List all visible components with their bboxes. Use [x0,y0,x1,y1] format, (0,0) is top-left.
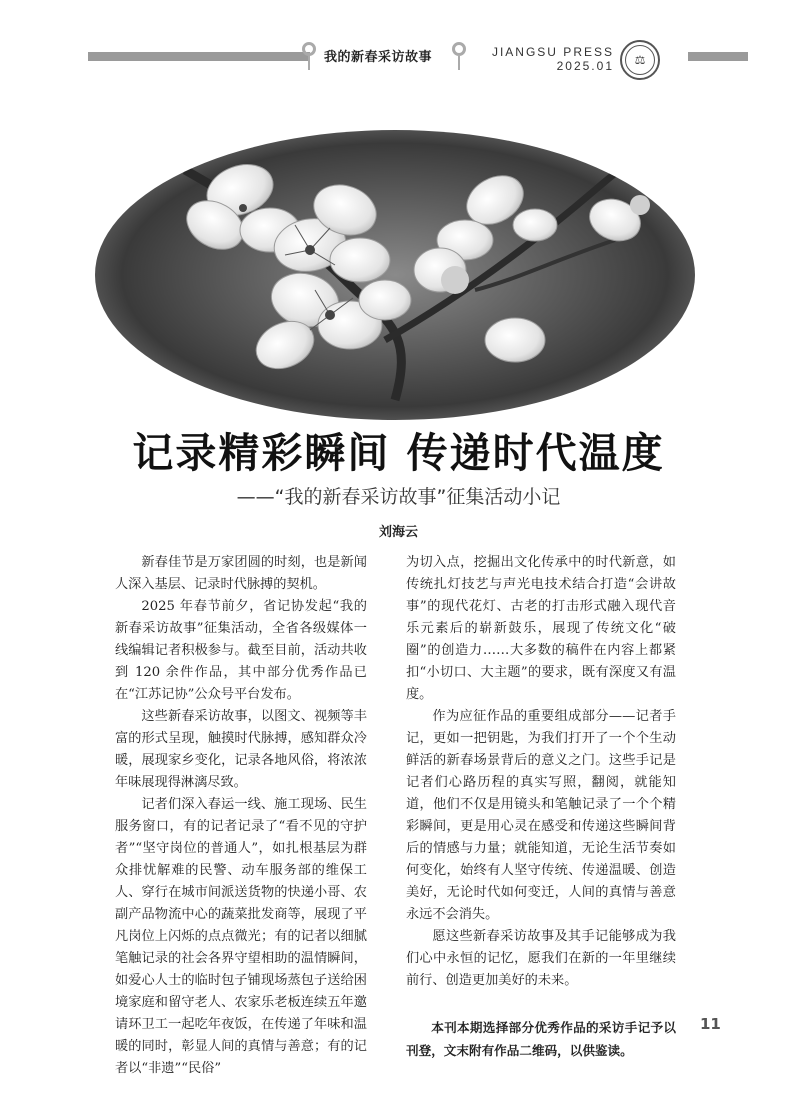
article-subtitle: ——“我的新春采访故事”征集活动小记 [236,486,561,508]
body-paragraph: 新春佳节是万家团圆的时刻，也是新闻人深入基层、记录时代脉搏的契机。 [115,555,367,592]
article-author: 刘海云 [378,525,418,540]
article-title: 记录精彩瞬间 传递时代温度 [132,429,665,477]
section-title: 我的新春采访故事 [324,50,433,65]
seal-icon: ⚖ [625,45,655,75]
body-paragraph: 愿这些新春采访故事及其手记能够成为我们心中永恒的记忆，愿我们在新的一年里继续前行、创造更加美好的未来。 [406,929,676,988]
header-rule-left [88,52,310,61]
editor-note: 本刊本期选择部分优秀作品的采访手记予以刊登，文末附有作品二维码，以供鉴读。 [406,1020,676,1058]
body-paragraph: 这些新春采访故事，以图文、视频等丰富的形式呈现，触摸时代脉搏，感知群众冷暖，展现家乡变化，记录各地风俗，将浓浓年味展现得淋漓尽致。 [115,709,367,790]
body-paragraph: 作为应征作品的重要组成部分——记者手记，更如一把钥匙，为我们打开了一个个生动鲜活的新春场景背后的意义之门。这些手记是记者们心路历程的真实写照，翻阅，就能知道，他们不仅是用镜头和笔触记录了一个个精彩瞬间，更是用心灵在感受和传递这些瞬间背后的情感与力量；就能知道，无论生活节奏如何变化，始终有人坚守传统、传递温暖、创造美好，无论时代如何变迁，人间的真情与善意永远不会消失。 [406,709,676,922]
pin-icon [302,42,316,56]
magazine-masthead [482,45,614,73]
body-column-right [406,552,676,1062]
magazine-name: JIANGSU PRESS [491,45,614,59]
association-seal-logo [620,40,660,80]
pin-icon [452,42,466,56]
body-paragraph-continued: 为切入点，挖掘出文化传承中的时代新意，如传统扎灯技艺与声光电技术结合打造“会讲故事”的现代花灯、古老的打击形式融入现代音乐元素后的崭新鼓乐，展现了传统文化“破圈”的创造力……大多数的稿件在内容上都紧扣“小切口、大主题”的要求，既有深度又有温度。 [406,555,676,702]
body-paragraph: 记者们深入春运一线、施工现场、民生服务窗口，有的记者记录了“看不见的守护者”“坚守岗位的普通人”，如扎根基层为群众排忧解难的民警、动车服务部的维保工人、穿行在城市间派送货物的快递小哥、农副产品物流中心的蔬菜批发商等，展现了平凡岗位上闪烁的点点微光；有的记者以细腻笔触记录的社会各界守望相助的温情瞬间，如爱心人士的临时包子铺现场蒸包子送给困境家庭和留守老人、农家乐老板连续五年邀请环卫工一起吃年夜饭，在传递了年味和温暖的同时，彰显人间的真情与善意；有的记者以“非遗”“民俗” [115,797,367,1076]
body-column-left [115,552,367,1080]
body-paragraph: 2025 年春节前夕，省记协发起“我的新春采访故事”征集活动，全省各级媒体一线编辑记者积极参与。截至目前，活动共收到 120 余件作品，其中部分优秀作品已在“江苏记协”公众号平台发布。 [115,599,367,702]
page-number: 11 [700,1015,721,1033]
plum-blossom-photo [95,130,695,420]
header-rule-right [688,52,748,61]
issue-number: 2025.01 [556,59,614,73]
